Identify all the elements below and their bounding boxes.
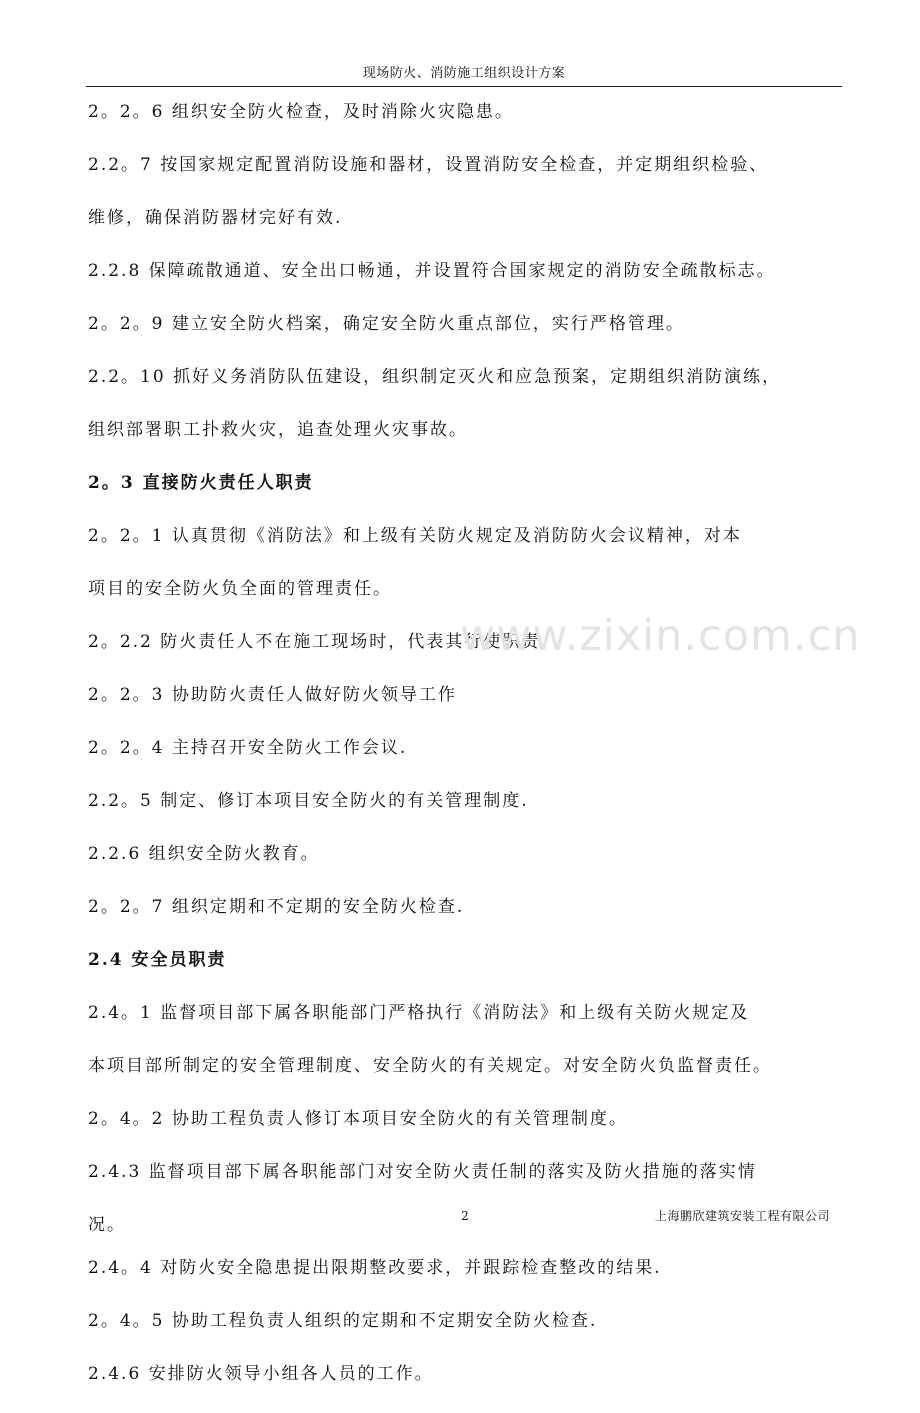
clause-2-2-6: 2。2。6 组织安全防火检查，及时消除火灾隐患。 [88, 102, 514, 122]
clause-2-2-2: 2。2.2 防火责任人不在施工现场时，代表其行使职责. [88, 632, 548, 652]
clause-2-4-4: 2.4。4 对防火安全隐患提出限期整改要求，并跟踪检查整改的结果. [88, 1258, 662, 1278]
clause-2-2-1-line-2: 项目的安全防火负全面的管理责任。 [88, 579, 392, 599]
clause-2-4-3-line-2: 况。 [88, 1215, 126, 1235]
clause-2-2-10-line-2: 组织部署职工扑救火灾，追查处理火灾事故。 [88, 420, 468, 440]
page-header-title: 现场防火、消防施工组织设计方案 [362, 66, 566, 81]
section-heading-2-3: 2。3 直接防火责任人职责 [88, 473, 314, 493]
clause-2-2-4: 2。2。4 主持召开安全防火工作会议. [88, 738, 408, 758]
clause-2-4-6: 2.4.6 安排防火领导小组各人员的工作。 [88, 1364, 434, 1384]
clause-2-2-1-line-1: 2。2。1 认真贯彻《消防法》和上级有关防火规定及消防防火会议精神，对本 [88, 526, 742, 546]
clause-2-2-7-second: 2。2。7 组织定期和不定期的安全防火检查. [88, 897, 465, 917]
clause-2-2-6-second: 2.2.6 组织安全防火教育。 [88, 844, 320, 864]
clause-2-4-5: 2。4。5 协助工程负责人组织的定期和不定期安全防火检查. [88, 1311, 598, 1331]
clause-2-2-3: 2。2。3 协助防火责任人做好防火领导工作 [88, 685, 457, 705]
clause-2-4-3-line-1: 2.4.3 监督项目部下属各职能部门对安全防火责任制的落实及防火措施的落实情 [88, 1162, 757, 1182]
clause-2-2-9: 2。2。9 建立安全防火档案，确定安全防火重点部位，实行严格管理。 [88, 314, 685, 334]
clause-2-2-7-line-2: 维修，确保消防器材完好有效. [88, 208, 343, 228]
clause-2-4-1-line-2: 本项目部所制定的安全管理制度、安全防火的有关规定。对安全防火负监督责任。 [88, 1056, 772, 1076]
footer-company-name: 上海鹏欣建筑安装工程有限公司 [654, 1209, 830, 1223]
site-watermark: www.zixin.com.cn [460, 611, 861, 661]
clause-2-2-5: 2.2。5 制定、修订本项目安全防火的有关管理制度. [88, 791, 529, 811]
clause-2-4-2: 2。4。2 协助工程负责人修订本项目安全防火的有关管理制度。 [88, 1109, 628, 1129]
header-divider [86, 86, 842, 87]
section-heading-2-4: 2.4 安全员职责 [88, 950, 227, 970]
clause-2-2-10-line-1: 2.2。10 抓好义务消防队伍建设，组织制定灭火和应急预案，定期组织消防演练， [88, 367, 782, 387]
clause-2-2-8: 2.2.8 保障疏散通道、安全出口畅通，并设置符合国家规定的消防安全疏散标志。 [88, 261, 776, 281]
clause-2-4-1-line-1: 2.4。1 监督项目部下属各职能部门严格执行《消防法》和上级有关防火规定及 [88, 1003, 750, 1023]
clause-2-2-7-line-1: 2.2。7 按国家规定配置消防设施和器材，设置消防安全检查，并定期组织检验、 [88, 155, 769, 175]
page-number: 2 [461, 1209, 469, 1223]
